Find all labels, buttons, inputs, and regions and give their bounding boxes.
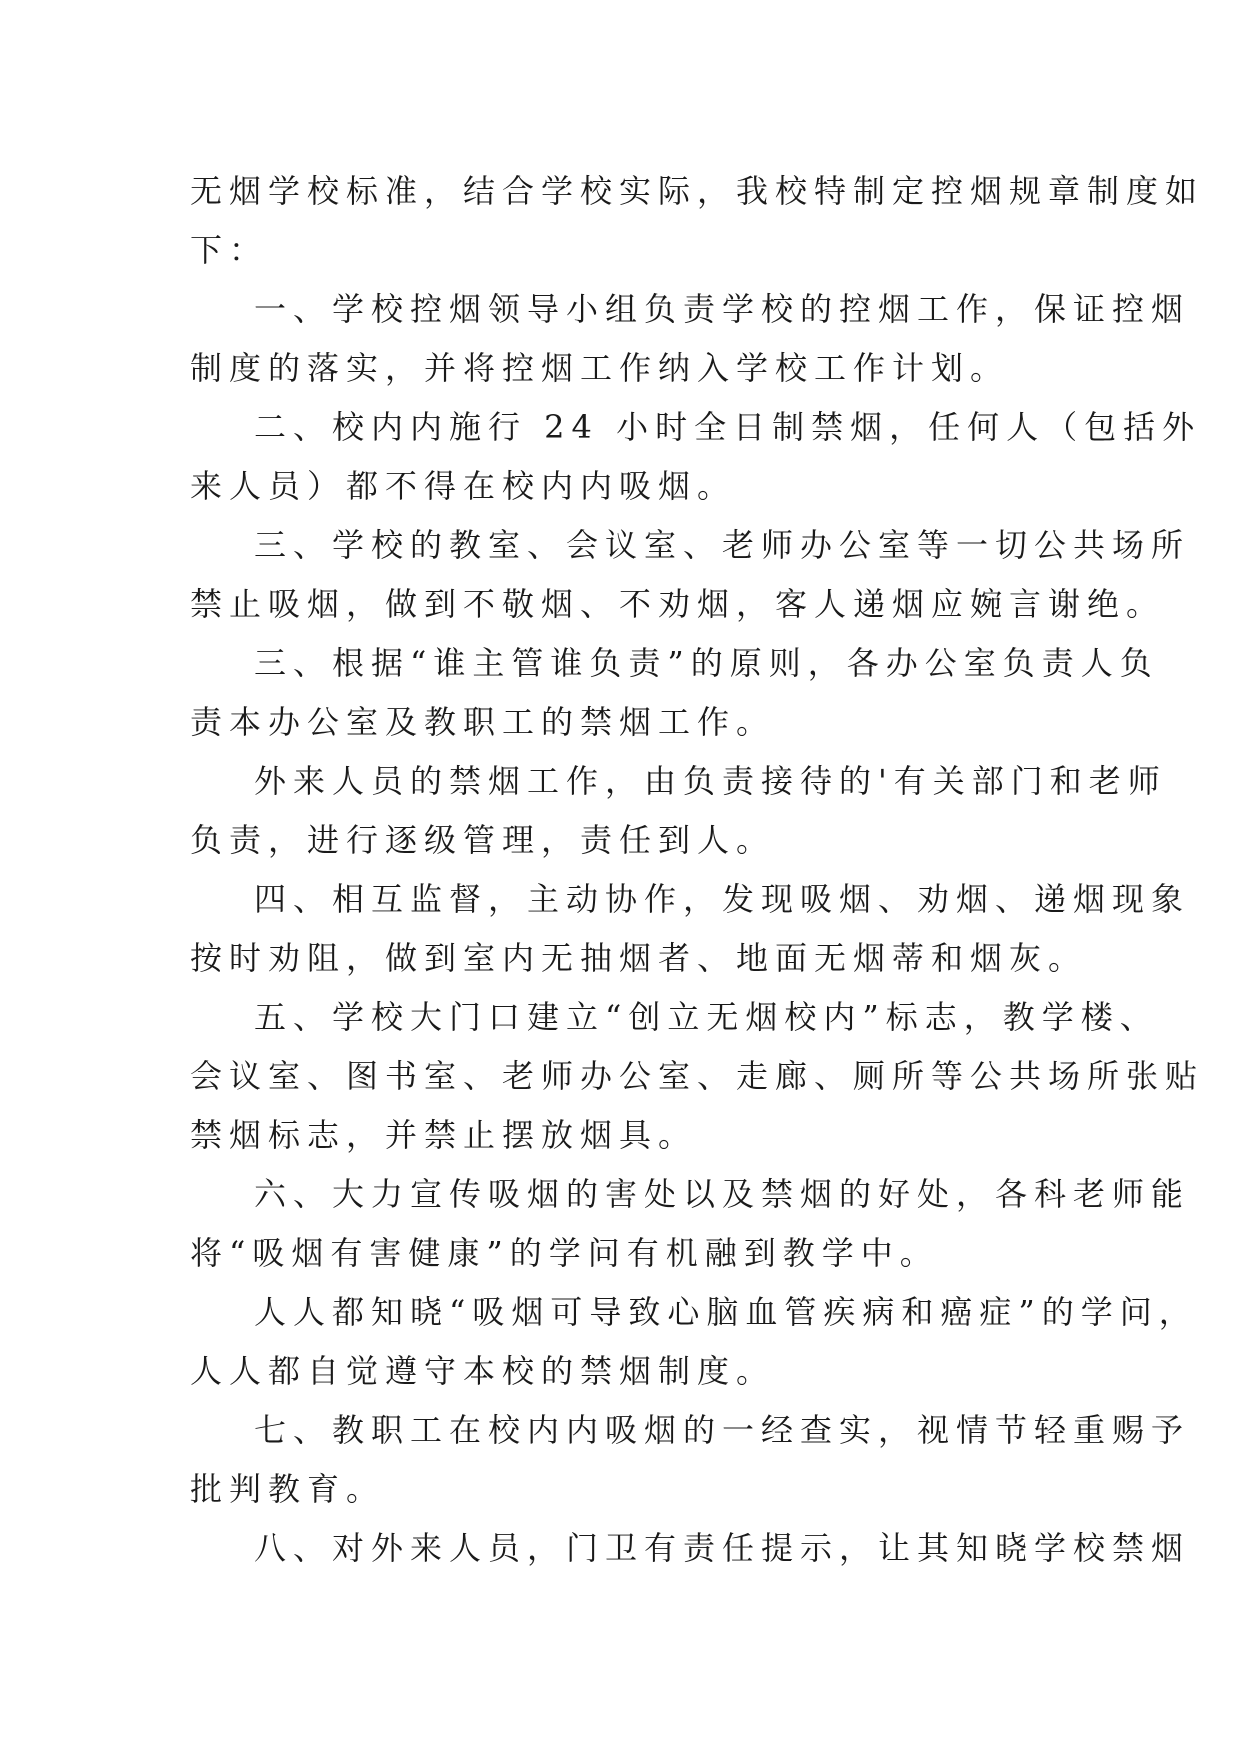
text-line: 五、学校大门口建立“创立无烟校内”标志，教学楼、	[254, 998, 1159, 1036]
paragraph-rule-3b	[190, 634, 1159, 752]
paragraph-rule-4	[190, 870, 1191, 988]
text-line: 会议室、图书室、老师办公室、走廊、厕所等公共场所张贴	[190, 1057, 1205, 1095]
text-line: 四、相互监督，主动协作，发现吸烟、劝烟、递烟现象	[254, 880, 1191, 918]
paragraph-rule-2	[190, 398, 1202, 516]
text-line: 二、校内内施行 24 小时全日制禁烟，任何人（包括外	[254, 408, 1202, 446]
text-line: 负责，进行逐级管理，责任到人。	[190, 821, 776, 859]
text-line: 外来人员的禁烟工作，由负责接待的'有关部门和老师	[254, 762, 1167, 800]
paragraph-rule-8	[190, 1519, 1191, 1578]
text-line: 来人员）都不得在校内内吸烟。	[190, 467, 737, 505]
paragraph-rule-6	[190, 1165, 1191, 1283]
text-line: 人人都知晓“吸烟可导致心脑血管疾病和癌症”的学问，	[254, 1293, 1198, 1331]
paragraph-rule-7	[190, 1401, 1191, 1519]
paragraph-rule-3a	[190, 516, 1191, 634]
text-line: 八、对外来人员，门卫有责任提示，让其知晓学校禁烟	[254, 1529, 1191, 1567]
text-line: 三、学校的教室、会议室、老师办公室等一切公共场所	[254, 526, 1191, 564]
text-line: 制度的落实，并将控烟工作纳入学校工作计划。	[190, 349, 1010, 387]
document-body	[190, 162, 1205, 1578]
text-line: 将“吸烟有害健康”的学问有机融到教学中。	[190, 1234, 939, 1272]
text-line: 按时劝阻，做到室内无抽烟者、地面无烟蒂和烟灰。	[190, 939, 1088, 977]
text-line: 责本办公室及教职工的禁烟工作。	[190, 703, 776, 741]
text-line: 一、学校控烟领导小组负责学校的控烟工作，保证控烟	[254, 290, 1191, 328]
paragraph-visitors	[190, 752, 1167, 870]
paragraph-rule-5	[190, 988, 1205, 1165]
text-line: 禁止吸烟，做到不敬烟、不劝烟，客人递烟应婉言谢绝。	[190, 585, 1166, 623]
text-line: 无烟学校标准，结合学校实际，我校特制定控烟规章制度如	[190, 172, 1205, 210]
text-line: 禁烟标志，并禁止摆放烟具。	[190, 1116, 698, 1154]
text-line: 六、大力宣传吸烟的害处以及禁烟的好处，各科老师能	[254, 1175, 1191, 1213]
paragraph-rule-1	[190, 280, 1191, 398]
text-line: 人人都自觉遵守本校的禁烟制度。	[190, 1352, 776, 1390]
text-line: 下：	[190, 231, 269, 269]
text-line: 三、根据“谁主管谁负责”的原则，各办公室负责人负	[254, 644, 1159, 682]
paragraph-awareness	[190, 1283, 1198, 1401]
text-line: 七、教职工在校内内吸烟的一经查实，视情节轻重赐予	[254, 1411, 1191, 1449]
paragraph-intro	[190, 162, 1205, 280]
text-line: 批判教育。	[190, 1470, 386, 1508]
